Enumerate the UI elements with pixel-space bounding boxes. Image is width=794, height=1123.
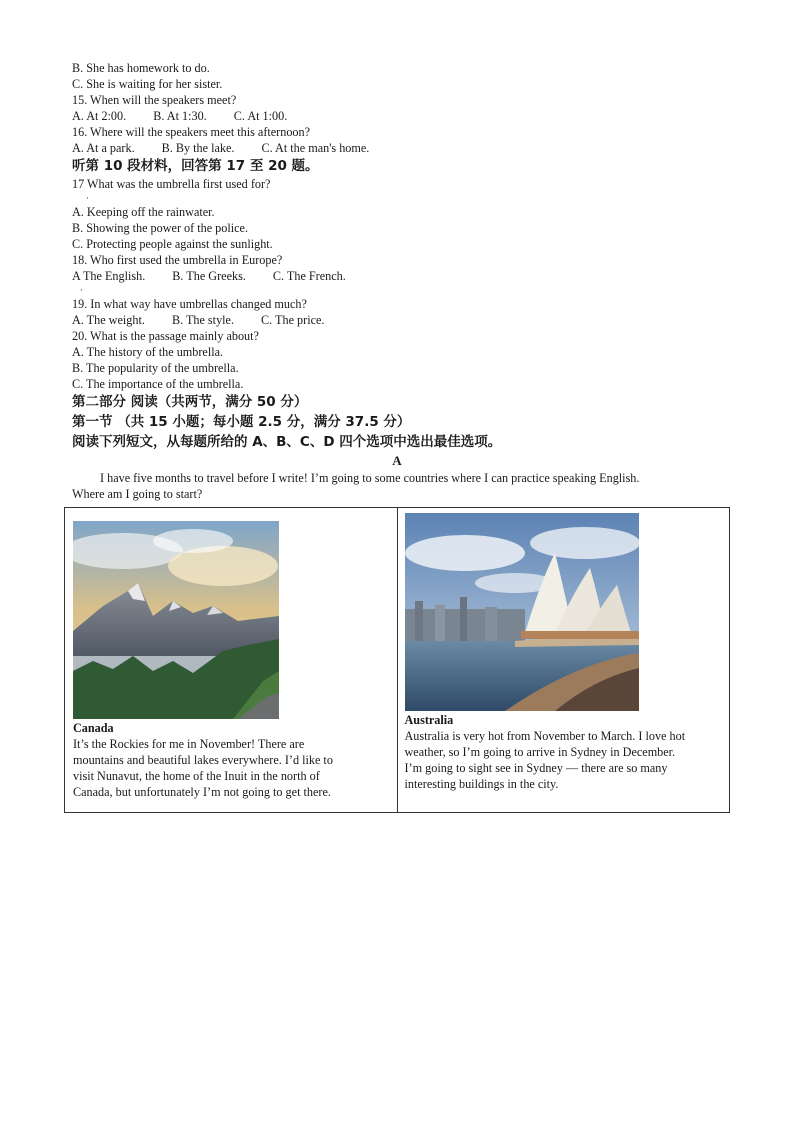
canada-text-line: It’s the Rockies for me in November! There are <box>73 737 305 751</box>
q20-option-b: B. The popularity of the umbrella. <box>72 361 239 375</box>
q16-options <box>72 140 732 156</box>
q14-option-b: B. She has homework to do. <box>72 61 210 75</box>
q17-option-c: C. Protecting people against the sunlight. <box>72 237 273 251</box>
q17-dot: · <box>86 193 89 203</box>
section1-heading: 第一节 （共 15 小题；每小题 2.5 分，满分 37.5 分） <box>72 414 411 430</box>
q19-option-c: C. The price. <box>261 313 325 327</box>
sydney-opera-house-photo <box>405 513 639 711</box>
canada-text-line: Canada, but unfortunately I’m not going to get there. <box>73 785 331 799</box>
q18-dot: · <box>80 285 83 295</box>
passage-intro-line1: I have five months to travel before I write! I’m going to some countries where I can practice speaking English. <box>100 471 640 485</box>
q15-options <box>72 108 732 124</box>
q16-question: 16. Where will the speakers meet this afternoon? <box>72 125 311 139</box>
q16-option-c: C. At the man's home. <box>261 141 370 155</box>
canada-text-line: visit Nunavut, the home of the Inuit in the north of <box>73 769 320 783</box>
australia-text-line: I’m going to sight see in Sydney — there are so many <box>404 761 668 775</box>
q19-option-a: A. The weight. <box>72 313 145 327</box>
q18-option-a: A The English. <box>72 269 146 283</box>
q15-option-b: B. At 1:30. <box>153 109 207 123</box>
australia-text-line: interesting buildings in the city. <box>404 777 559 791</box>
australia-caption <box>405 712 727 792</box>
passage-intro-line2: Where am I going to start? <box>72 487 203 501</box>
q20-question: 20. What is the passage mainly about? <box>72 329 259 343</box>
card-australia <box>397 508 730 813</box>
section10-heading: 听第 10 段材料，回答第 17 至 20 题。 <box>72 158 319 174</box>
q20-option-a: A. The history of the umbrella. <box>72 345 224 359</box>
australia-text-line: weather, so I’m going to arrive in Sydney in December. <box>404 745 676 759</box>
q19-option-b: B. The style. <box>171 313 234 327</box>
q14-option-c: C. She is waiting for her sister. <box>72 77 223 91</box>
canada-text-line: mountains and beautiful lakes everywhere. I’d like to <box>73 753 333 767</box>
q19-question: 19. In what way have umbrellas changed much? <box>72 297 307 311</box>
q18-options <box>72 268 732 284</box>
question-list <box>72 60 732 502</box>
canada-caption <box>73 720 377 800</box>
part2-heading: 第二部分 阅读（共两节，满分 50 分） <box>72 394 308 410</box>
q18-option-c: C. The French. <box>272 269 346 283</box>
q18-option-b: B. The Greeks. <box>172 269 246 283</box>
australia-title: Australia <box>404 713 454 727</box>
q15-option-c: C. At 1:00. <box>233 109 288 123</box>
q15-option-a: A. At 2:00. <box>72 109 127 123</box>
q17-option-b: B. Showing the power of the police. <box>72 221 249 235</box>
q17-question: 17 What was the umbrella first used for? <box>72 177 271 191</box>
canada-title: Canada <box>73 721 114 735</box>
q16-option-a: A. At a park. <box>72 141 135 155</box>
passage-letter: A <box>392 453 402 468</box>
canada-mountain-photo <box>73 521 279 719</box>
q19-options <box>72 312 732 328</box>
reading-instructions: 阅读下列短文，从每题所给的 A、B、C、D 四个选项中选出最佳选项。 <box>72 434 502 450</box>
destination-table <box>64 507 730 813</box>
q18-question: 18. Who first used the umbrella in Europe? <box>72 253 283 267</box>
q16-option-b: B. By the lake. <box>161 141 235 155</box>
q20-option-c: C. The importance of the umbrella. <box>72 377 244 391</box>
card-canada <box>65 508 398 813</box>
q15-question: 15. When will the speakers meet? <box>72 93 237 107</box>
q17-option-a: A. Keeping off the rainwater. <box>72 205 215 219</box>
australia-text-line: Australia is very hot from November to March. I love hot <box>404 729 686 743</box>
